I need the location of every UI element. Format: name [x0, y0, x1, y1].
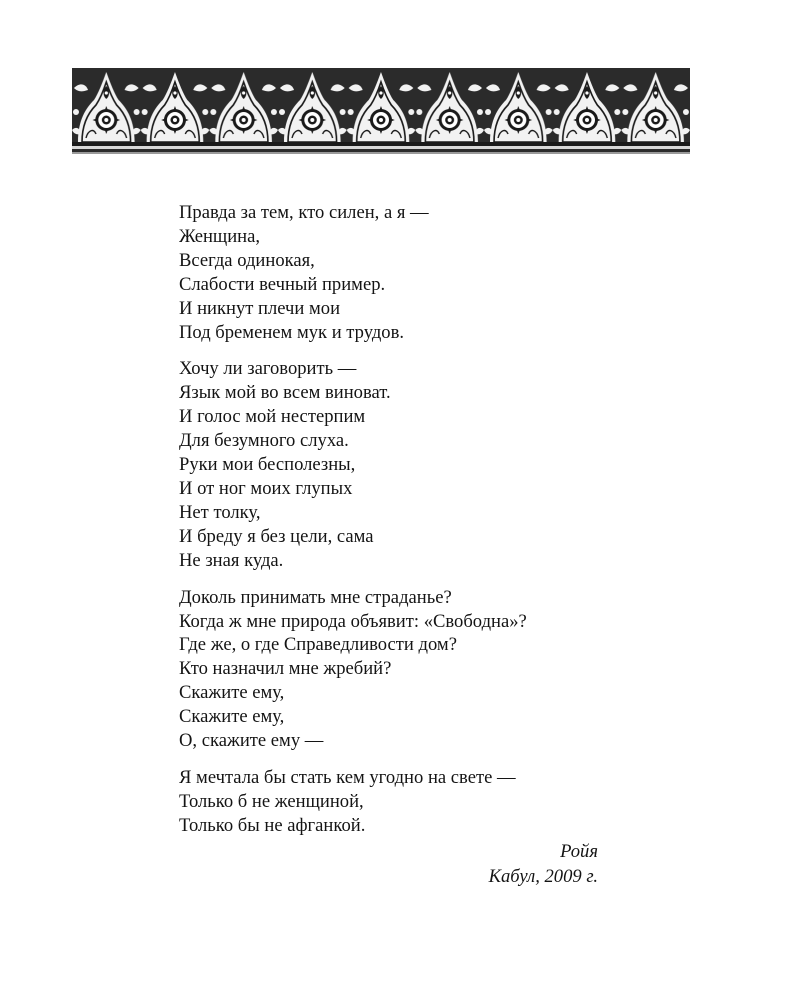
poem-line: Где же, о где Справедливости дом? — [179, 634, 457, 656]
poem-line: И от ног моих глупых — [179, 477, 353, 499]
poem-line: Только б не женщиной, — [179, 790, 364, 812]
stanza — [179, 357, 639, 572]
poem-line: Я мечтала бы стать кем угодно на свете — — [179, 766, 516, 788]
poem-line: Женщина, — [179, 225, 261, 247]
poem-line: Скажите ему, — [179, 682, 285, 704]
poem-line: Слабости вечный пример. — [179, 273, 386, 295]
poem-line: Правда за тем, кто силен, а я — — [179, 202, 429, 223]
ornamental-border — [72, 68, 690, 156]
poem-line: Кто назначил мне жребий? — [179, 658, 392, 680]
poem-line: Всегда одинокая, — [179, 249, 315, 271]
poem-line: Скажите ему, — [179, 706, 285, 728]
poem-line: Только бы не афганкой. — [179, 814, 366, 836]
poem — [179, 201, 639, 851]
poem-line: Доколь принимать мне страданье? — [179, 586, 452, 608]
stanza — [179, 586, 639, 753]
poem-line: Хочу ли заговорить — — [179, 358, 357, 380]
signature-place-date: Кабул, 2009 г. — [488, 866, 598, 887]
poem-line: И бреду я без цели, сама — [179, 525, 374, 547]
poem-line: И голос мой нестерпим — [179, 406, 366, 428]
poem-line: Когда ж мне природа объявит: «Свободна»? — [179, 610, 527, 632]
poem-line: Под бременем мук и трудов. — [179, 321, 405, 343]
poem-line: О, скажите ему — — [179, 730, 324, 752]
poem-line: Язык мой во всем виноват. — [179, 382, 391, 404]
poem-line: Для безумного слуха. — [179, 430, 349, 452]
poem-line: Руки мои бесполезны, — [179, 454, 356, 476]
poem-line: Нет толку, — [179, 501, 261, 523]
signature-author: Ройя — [560, 841, 598, 862]
stanza — [179, 201, 639, 344]
poem-line: Не зная куда. — [179, 549, 284, 571]
stanza — [179, 766, 639, 838]
poem-line: И никнут плечи мои — [179, 297, 341, 319]
